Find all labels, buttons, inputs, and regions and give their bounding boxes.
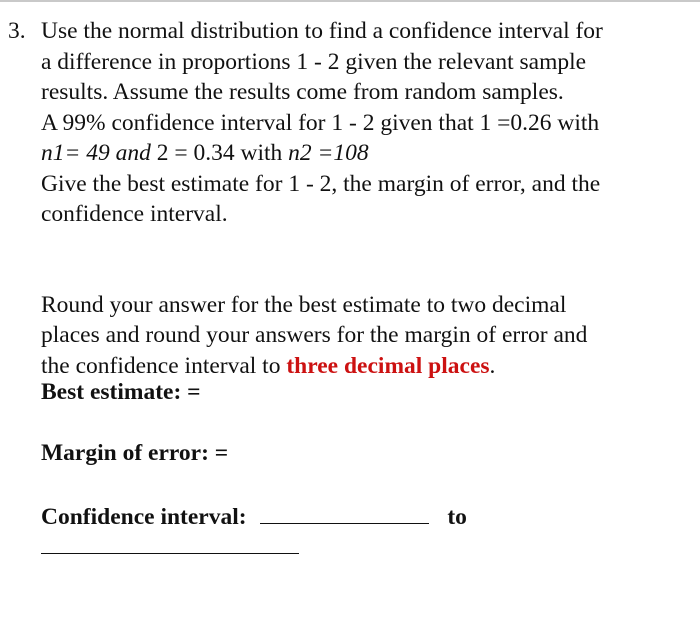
given-line-2 bbox=[41, 138, 688, 169]
paragraph-spacer bbox=[41, 230, 688, 260]
given-line-1: A 99% confidence interval for 1 - 2 given that 1 =0.26 with bbox=[41, 109, 600, 136]
rounding-suffix: . bbox=[489, 352, 496, 379]
margin-of-error-label: Margin of error: = bbox=[41, 440, 229, 466]
task-line-1: Give the best estimate for 1 - 2, the margin of error, and the bbox=[41, 170, 601, 197]
rounding-line-3 bbox=[41, 351, 688, 382]
problem-row bbox=[8, 16, 688, 381]
problem-body bbox=[41, 16, 688, 381]
n1-value: = 49 and bbox=[64, 140, 151, 166]
rounding-emphasis: three decimal places bbox=[286, 352, 490, 379]
to-label: to bbox=[447, 504, 467, 530]
paragraph-spacer bbox=[41, 260, 688, 290]
upper-bound-blank[interactable] bbox=[41, 553, 299, 554]
best-estimate-label: Best estimate: = bbox=[41, 379, 201, 405]
best-estimate-row bbox=[41, 379, 201, 406]
intro-line-3: results. Assume the results come from random samples. bbox=[41, 79, 564, 105]
n1-label: n1 bbox=[41, 140, 65, 166]
task-line-2: confidence interval. bbox=[41, 201, 228, 227]
rounding-prefix: the confidence interval to bbox=[41, 352, 287, 379]
intro-line-2: a difference in proportions 1 - 2 given the relevant sample bbox=[41, 48, 587, 75]
margin-of-error-row bbox=[41, 440, 228, 467]
p2-text: 2 = 0.34 with bbox=[150, 140, 289, 166]
rounding-line-2: places and round your answers for the margin of error and bbox=[41, 322, 588, 348]
rounding-line-1: Round your answer for the best estimate to two decimal bbox=[41, 291, 567, 318]
confidence-interval-label: Confidence interval: bbox=[41, 504, 247, 530]
confidence-interval-row bbox=[41, 501, 467, 531]
n2-value: =108 bbox=[311, 140, 369, 166]
problem-number: 3. bbox=[8, 18, 26, 44]
top-divider bbox=[0, 0, 700, 2]
intro-line-1: Use the normal distribution to find a confidence interval for bbox=[41, 18, 603, 44]
n2-label: n2 bbox=[288, 140, 312, 166]
lower-bound-blank[interactable] bbox=[260, 501, 429, 524]
problem-statement bbox=[8, 16, 688, 381]
